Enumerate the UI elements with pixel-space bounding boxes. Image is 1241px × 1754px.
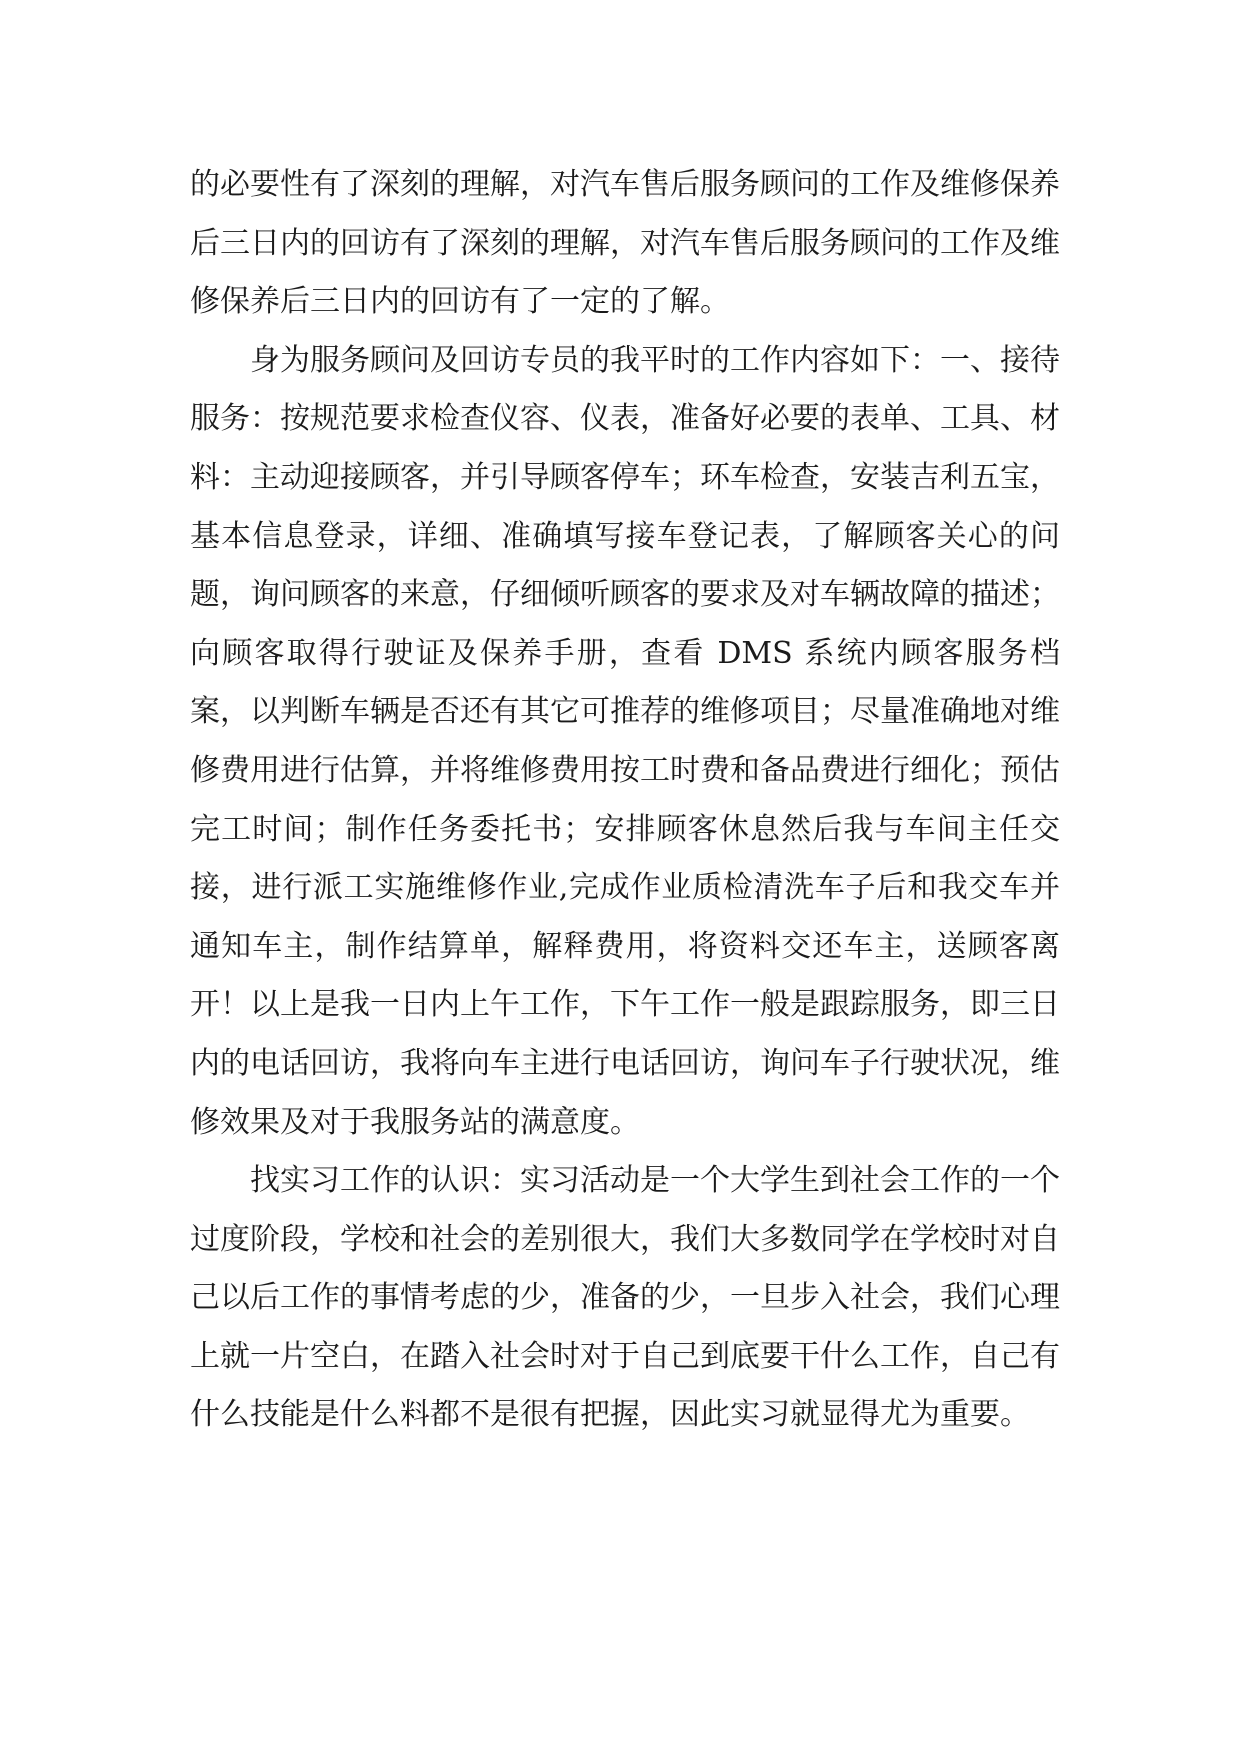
paragraph-2: 身为服务顾问及回访专员的我平时的工作内容如下：一、接待服务：按规范要求检查仪容、仪表，准备好必要的表单、工具、材料：主动迎接顾客，并引导顾客停车；环车检查，安装吉利五宝，基本信息登录，详细、准确填写接车登记表，了解顾客关心的问题，询问顾客的来意，仔细倾听顾客的要求及对车辆故障的描述；向顾客取得行驶证及保养手册，查看 DMS 系统内顾客服务档案，以判断车辆是否还有其它可推荐的维修项目；尽量准确地对维修费用进行估算，并将维修费用按工时费和备品费进行细化；预估完工时间；制作任务委托书；安排顾客休息然后我与车间主任交接，进行派工实施维修作业,完成作业质检清洗车子后和我交车并通知车主，制作结算单，解释费用，将资料交还车主，送顾客离开！以上是我一日内上午工作，下午工作一般是跟踪服务，即三日内的电话回访，我将向车主进行电话回访，询问车子行驶状况，维修效果及对于我服务站的满意度。 (190, 342, 1060, 1140)
paragraph-3: 找实习工作的认识：实习活动是一个大学生到社会工作的一个过度阶段，学校和社会的差别很大，我们大多数同学在学校时对自己以后工作的事情考虑的少，准备的少，一旦步入社会，我们心理上就一片空白，在踏入社会时对于自己到底要干什么工作，自己有什么技能是什么料都不是很有把握，因此实习就显得尤为重要。 (190, 1163, 1060, 1433)
paragraph-1: 的必要性有了深刻的理解，对汽车售后服务顾问的工作及维修保养后三日内的回访有了深刻的理解，对汽车售后服务顾问的工作及维修保养后三日内的回访有了一定的了解。 (190, 167, 1060, 320)
body-text (190, 156, 1060, 1445)
